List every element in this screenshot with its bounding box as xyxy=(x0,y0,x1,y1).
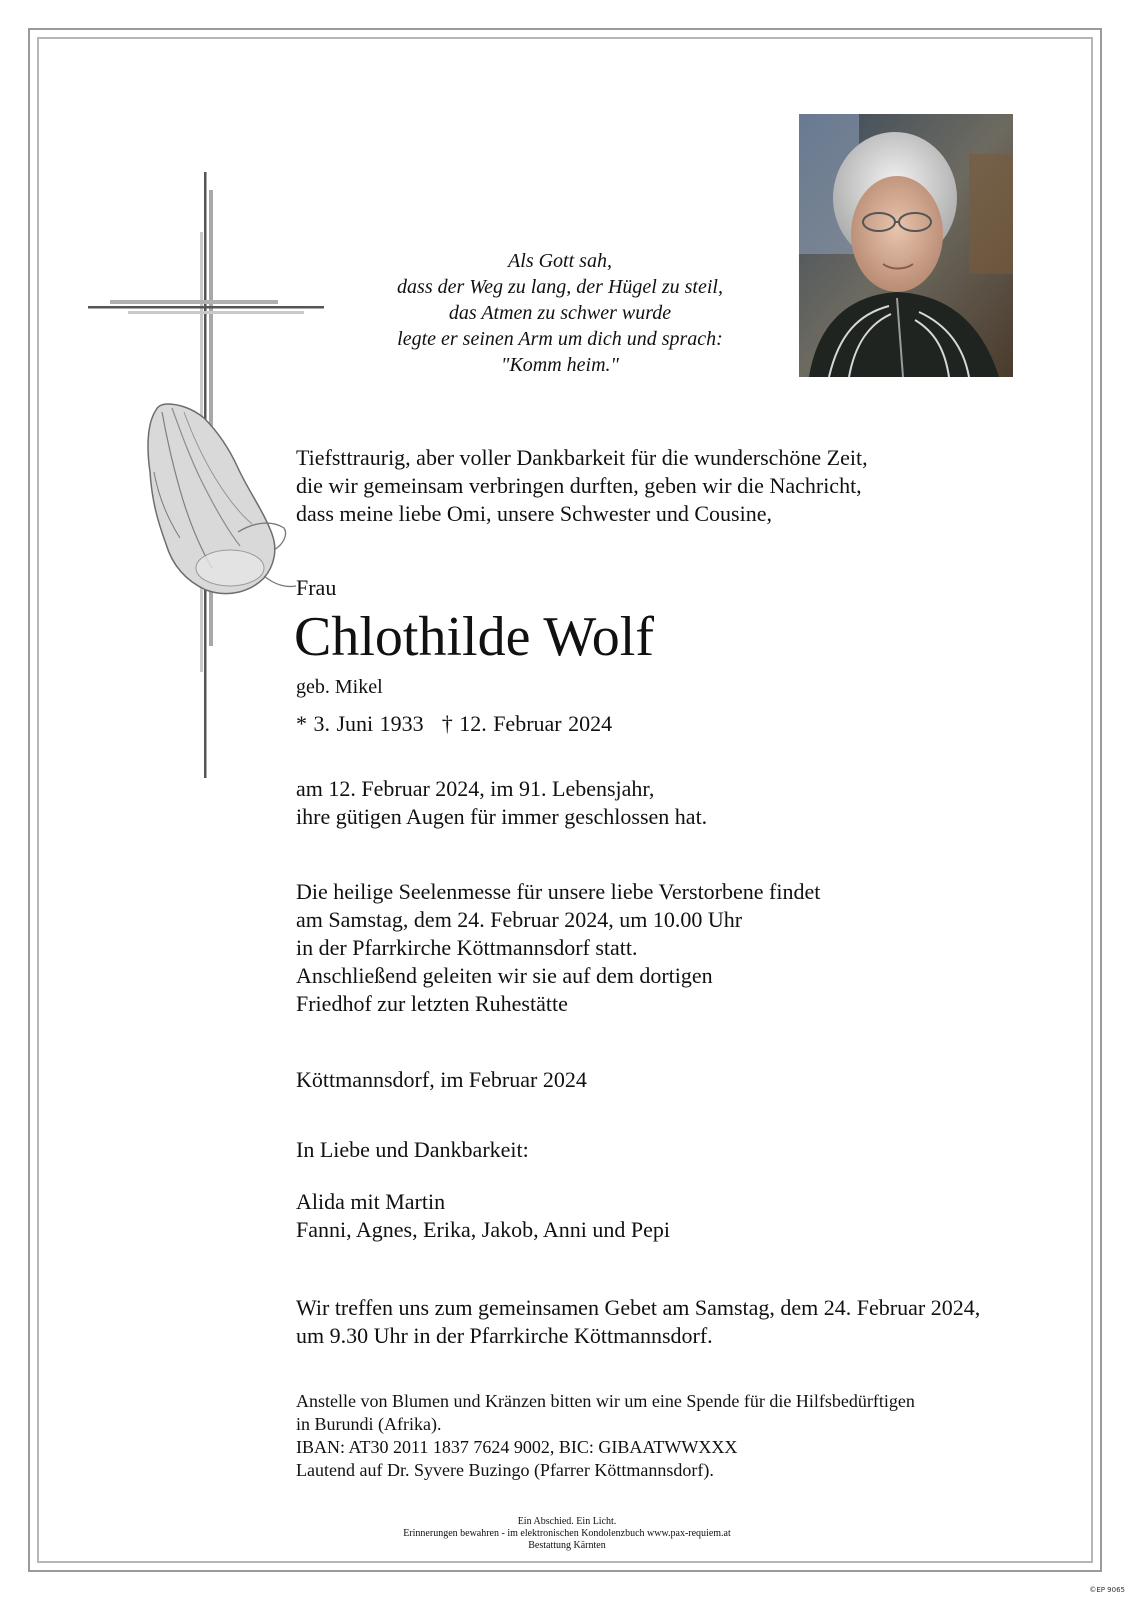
footer-line: Erinnerungen bewahren - im elektronischen Kondolenzbuch www.pax-requiem.at xyxy=(403,1528,731,1539)
memorial-poem xyxy=(330,248,790,378)
donation-paragraph xyxy=(296,1390,915,1482)
prayer-paragraph xyxy=(296,1294,980,1350)
footer-line: Bestattung Kärnten xyxy=(528,1540,606,1551)
deceased-title: Frau xyxy=(296,575,337,600)
maiden-name: geb. Mikel xyxy=(296,676,383,698)
poem-line: "Komm heim." xyxy=(501,354,619,376)
mass-line: Anschließend geleiten wir sie auf dem dortigen xyxy=(296,963,713,988)
print-code: ©EP 9065 xyxy=(1089,1586,1125,1594)
death-date: † 12. Februar 2024 xyxy=(441,711,613,736)
poem-line: legte er seinen Arm um dich und sprach: xyxy=(397,328,723,350)
donation-line: IBAN: AT30 2011 1837 7624 9002, BIC: GIBAATWWXXX xyxy=(296,1437,738,1457)
passing-line: ihre gütigen Augen für immer geschlossen hat. xyxy=(296,804,708,829)
footer-note xyxy=(300,1516,834,1552)
intro-paragraph xyxy=(296,444,868,528)
poem-line: das Atmen zu schwer wurde xyxy=(448,302,672,324)
portrait-photo xyxy=(799,114,1013,377)
life-dates xyxy=(296,710,612,738)
deceased-name: Chlothilde Wolf xyxy=(294,606,655,668)
intro-line: Tiefsttraurig, aber voller Dankbarkeit für die wunderschöne Zeit, xyxy=(296,445,868,470)
donation-line: Lautend auf Dr. Syvere Buzingo (Pfarrer Köttmannsdorf). xyxy=(296,1460,714,1480)
footer-line: Ein Abschied. Ein Licht. xyxy=(517,1516,617,1527)
poem-line: Als Gott sah, xyxy=(508,250,612,272)
mass-line: Die heilige Seelenmesse für unsere liebe Verstorbene findet xyxy=(296,879,821,904)
mass-line: am Samstag, dem 24. Februar 2024, um 10.00 Uhr xyxy=(296,907,743,932)
family-list xyxy=(296,1188,670,1244)
prayer-line: um 9.30 Uhr in der Pfarrkirche Köttmannsdorf. xyxy=(296,1323,713,1348)
intro-line: die wir gemeinsam verbringen durften, geben wir die Nachricht, xyxy=(296,473,862,498)
family-line: Alida mit Martin xyxy=(296,1189,446,1214)
donation-line: in Burundi (Afrika). xyxy=(296,1414,442,1434)
cross-praying-hands-icon xyxy=(88,172,328,792)
family-line: Fanni, Agnes, Erika, Jakob, Anni und Pepi xyxy=(296,1217,670,1242)
mass-line: in der Pfarrkirche Köttmannsdorf statt. xyxy=(296,935,638,960)
birth-date: * 3. Juni 1933 xyxy=(296,711,424,736)
signoff: In Liebe und Dankbarkeit: xyxy=(296,1137,529,1162)
donation-line: Anstelle von Blumen und Kränzen bitten wir um eine Spende für die Hilfsbedürftigen xyxy=(296,1391,915,1411)
mass-line: Friedhof zur letzten Ruhestätte xyxy=(296,991,568,1016)
prayer-line: Wir treffen uns zum gemeinsamen Gebet am Samstag, dem 24. Februar 2024, xyxy=(296,1295,981,1320)
passing-line: am 12. Februar 2024, im 91. Lebensjahr, xyxy=(296,776,655,801)
intro-line: dass meine liebe Omi, unsere Schwester und Cousine, xyxy=(296,501,772,526)
mass-paragraph xyxy=(296,878,820,1018)
poem-line: dass der Weg zu lang, der Hügel zu steil, xyxy=(397,276,723,298)
place-date: Köttmannsdorf, im Februar 2024 xyxy=(296,1067,587,1092)
passing-paragraph xyxy=(296,775,707,831)
